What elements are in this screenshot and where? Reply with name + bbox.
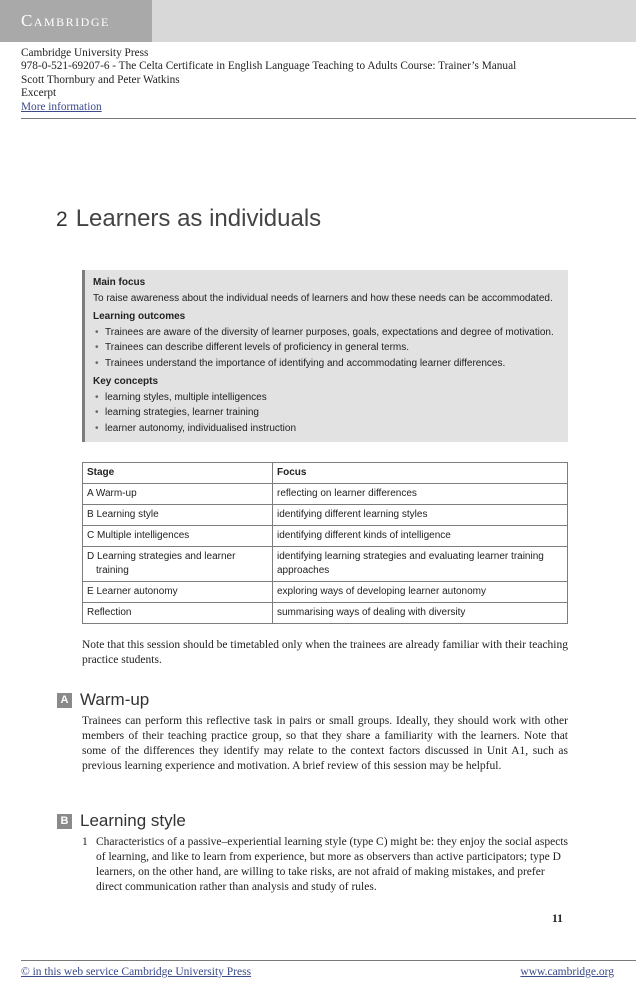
stage-cell: Reflection — [83, 603, 273, 624]
section-a-text: Trainees can perform this reflective task in pairs or small groups. Ideally, they should work with other members of their teaching practice group, so that they share a familiarity with the learners. Note that some of the differences they identify may relate to the context factors discussed in Unit A1, such as previous learning experience and motivation. A brief review of this session may be helpful. — [82, 715, 568, 772]
cambridge-logo — [0, 0, 152, 42]
publisher: Cambridge University Press — [21, 47, 149, 59]
main-focus-heading: Main focus — [93, 277, 146, 288]
table-header-row — [83, 463, 568, 484]
list-item: • learning strategies, learner training — [93, 405, 560, 421]
section-letter-badge: A — [57, 693, 72, 708]
table-row — [83, 603, 568, 624]
list-item: • learner autonomy, individualised instruction — [93, 421, 560, 437]
focus-cell: identifying different learning styles — [273, 505, 568, 526]
stage-cell: A Warm-up — [83, 484, 273, 505]
section-b-item — [82, 835, 568, 895]
timetable-note: Note that this session should be timetabled only when the trainees are already familiar with their teaching practice students. — [82, 639, 568, 666]
isbn-title: 978-0-521-69207-6 - The Celta Certificate in English Language Teaching to Adults Course: Trainer’s Manual — [21, 60, 517, 73]
session-summary-box — [82, 270, 568, 442]
page-number: 11 — [552, 913, 563, 925]
brand-bar — [0, 0, 636, 42]
learning-outcomes-list — [93, 325, 560, 372]
item-text: Characteristics of a passive–experiential learning style (type C) might be: they enjoy the social aspects of learning, and like to learn from experience, but more as observers than active participators; type D learners, on the other hand, are willing to take risks, are not afraid of making mistakes, and prefer direct communication rather than analysis and study of rules. — [96, 836, 568, 893]
excerpt-label: Excerpt — [21, 87, 57, 100]
section-letter-badge: B — [57, 814, 72, 829]
list-item: • Trainees can describe different levels of proficiency in general terms. — [93, 340, 560, 356]
table-row — [83, 505, 568, 526]
focus-cell: identifying different kinds of intelligence — [273, 526, 568, 547]
stage-cell-text: D Learning strategies and learner training — [87, 551, 236, 576]
stage-cell — [83, 547, 273, 582]
chapter-number: 2 — [56, 208, 68, 231]
focus-cell: summarising ways of dealing with diversity — [273, 603, 568, 624]
focus-cell: exploring ways of developing learner autonomy — [273, 582, 568, 603]
stage-cell: E Learner autonomy — [83, 582, 273, 603]
learning-outcomes-heading: Learning outcomes — [93, 311, 186, 322]
focus-cell: identifying learning strategies and evaluating learner training approaches — [273, 547, 568, 582]
column-header-stage: Stage — [83, 463, 273, 484]
stage-focus-table — [82, 462, 568, 624]
header-divider — [21, 118, 636, 119]
section-title: Warm-up — [80, 690, 150, 709]
section-title: Learning style — [80, 811, 186, 830]
authors: Scott Thornbury and Peter Watkins — [21, 73, 180, 86]
main-focus-text: To raise awareness about the individual needs of learners and how these needs can be accommodated. — [93, 292, 553, 304]
table-row — [83, 547, 568, 582]
key-concepts-heading: Key concepts — [93, 376, 159, 387]
chapter-title — [56, 205, 321, 233]
table-row — [83, 582, 568, 603]
copyright-link[interactable]: © in this web service Cambridge University Press — [21, 966, 252, 978]
list-item: • learning styles, multiple intelligences — [93, 390, 560, 406]
website-link[interactable]: www.cambridge.org — [520, 966, 614, 978]
section-a-heading — [57, 690, 149, 710]
logo-text: Cambridge — [21, 11, 110, 30]
book-info — [21, 47, 516, 114]
stage-cell: C Multiple intelligences — [83, 526, 273, 547]
table-row — [83, 484, 568, 505]
more-information-link[interactable]: More information — [21, 100, 102, 113]
item-number: 1 — [82, 836, 88, 848]
section-b-heading — [57, 811, 186, 831]
key-concepts-list — [93, 390, 560, 437]
chapter-title-text: Learners as individuals — [75, 205, 322, 232]
focus-cell: reflecting on learner differences — [273, 484, 568, 505]
list-item: • Trainees are aware of the diversity of learner purposes, goals, expectations and degree of motivation. — [93, 325, 560, 341]
stage-cell: B Learning style — [83, 505, 273, 526]
footer-divider — [21, 960, 636, 961]
list-item: • Trainees understand the importance of identifying and accommodating learner differences. — [93, 356, 560, 372]
table-row — [83, 526, 568, 547]
column-header-focus: Focus — [273, 463, 568, 484]
